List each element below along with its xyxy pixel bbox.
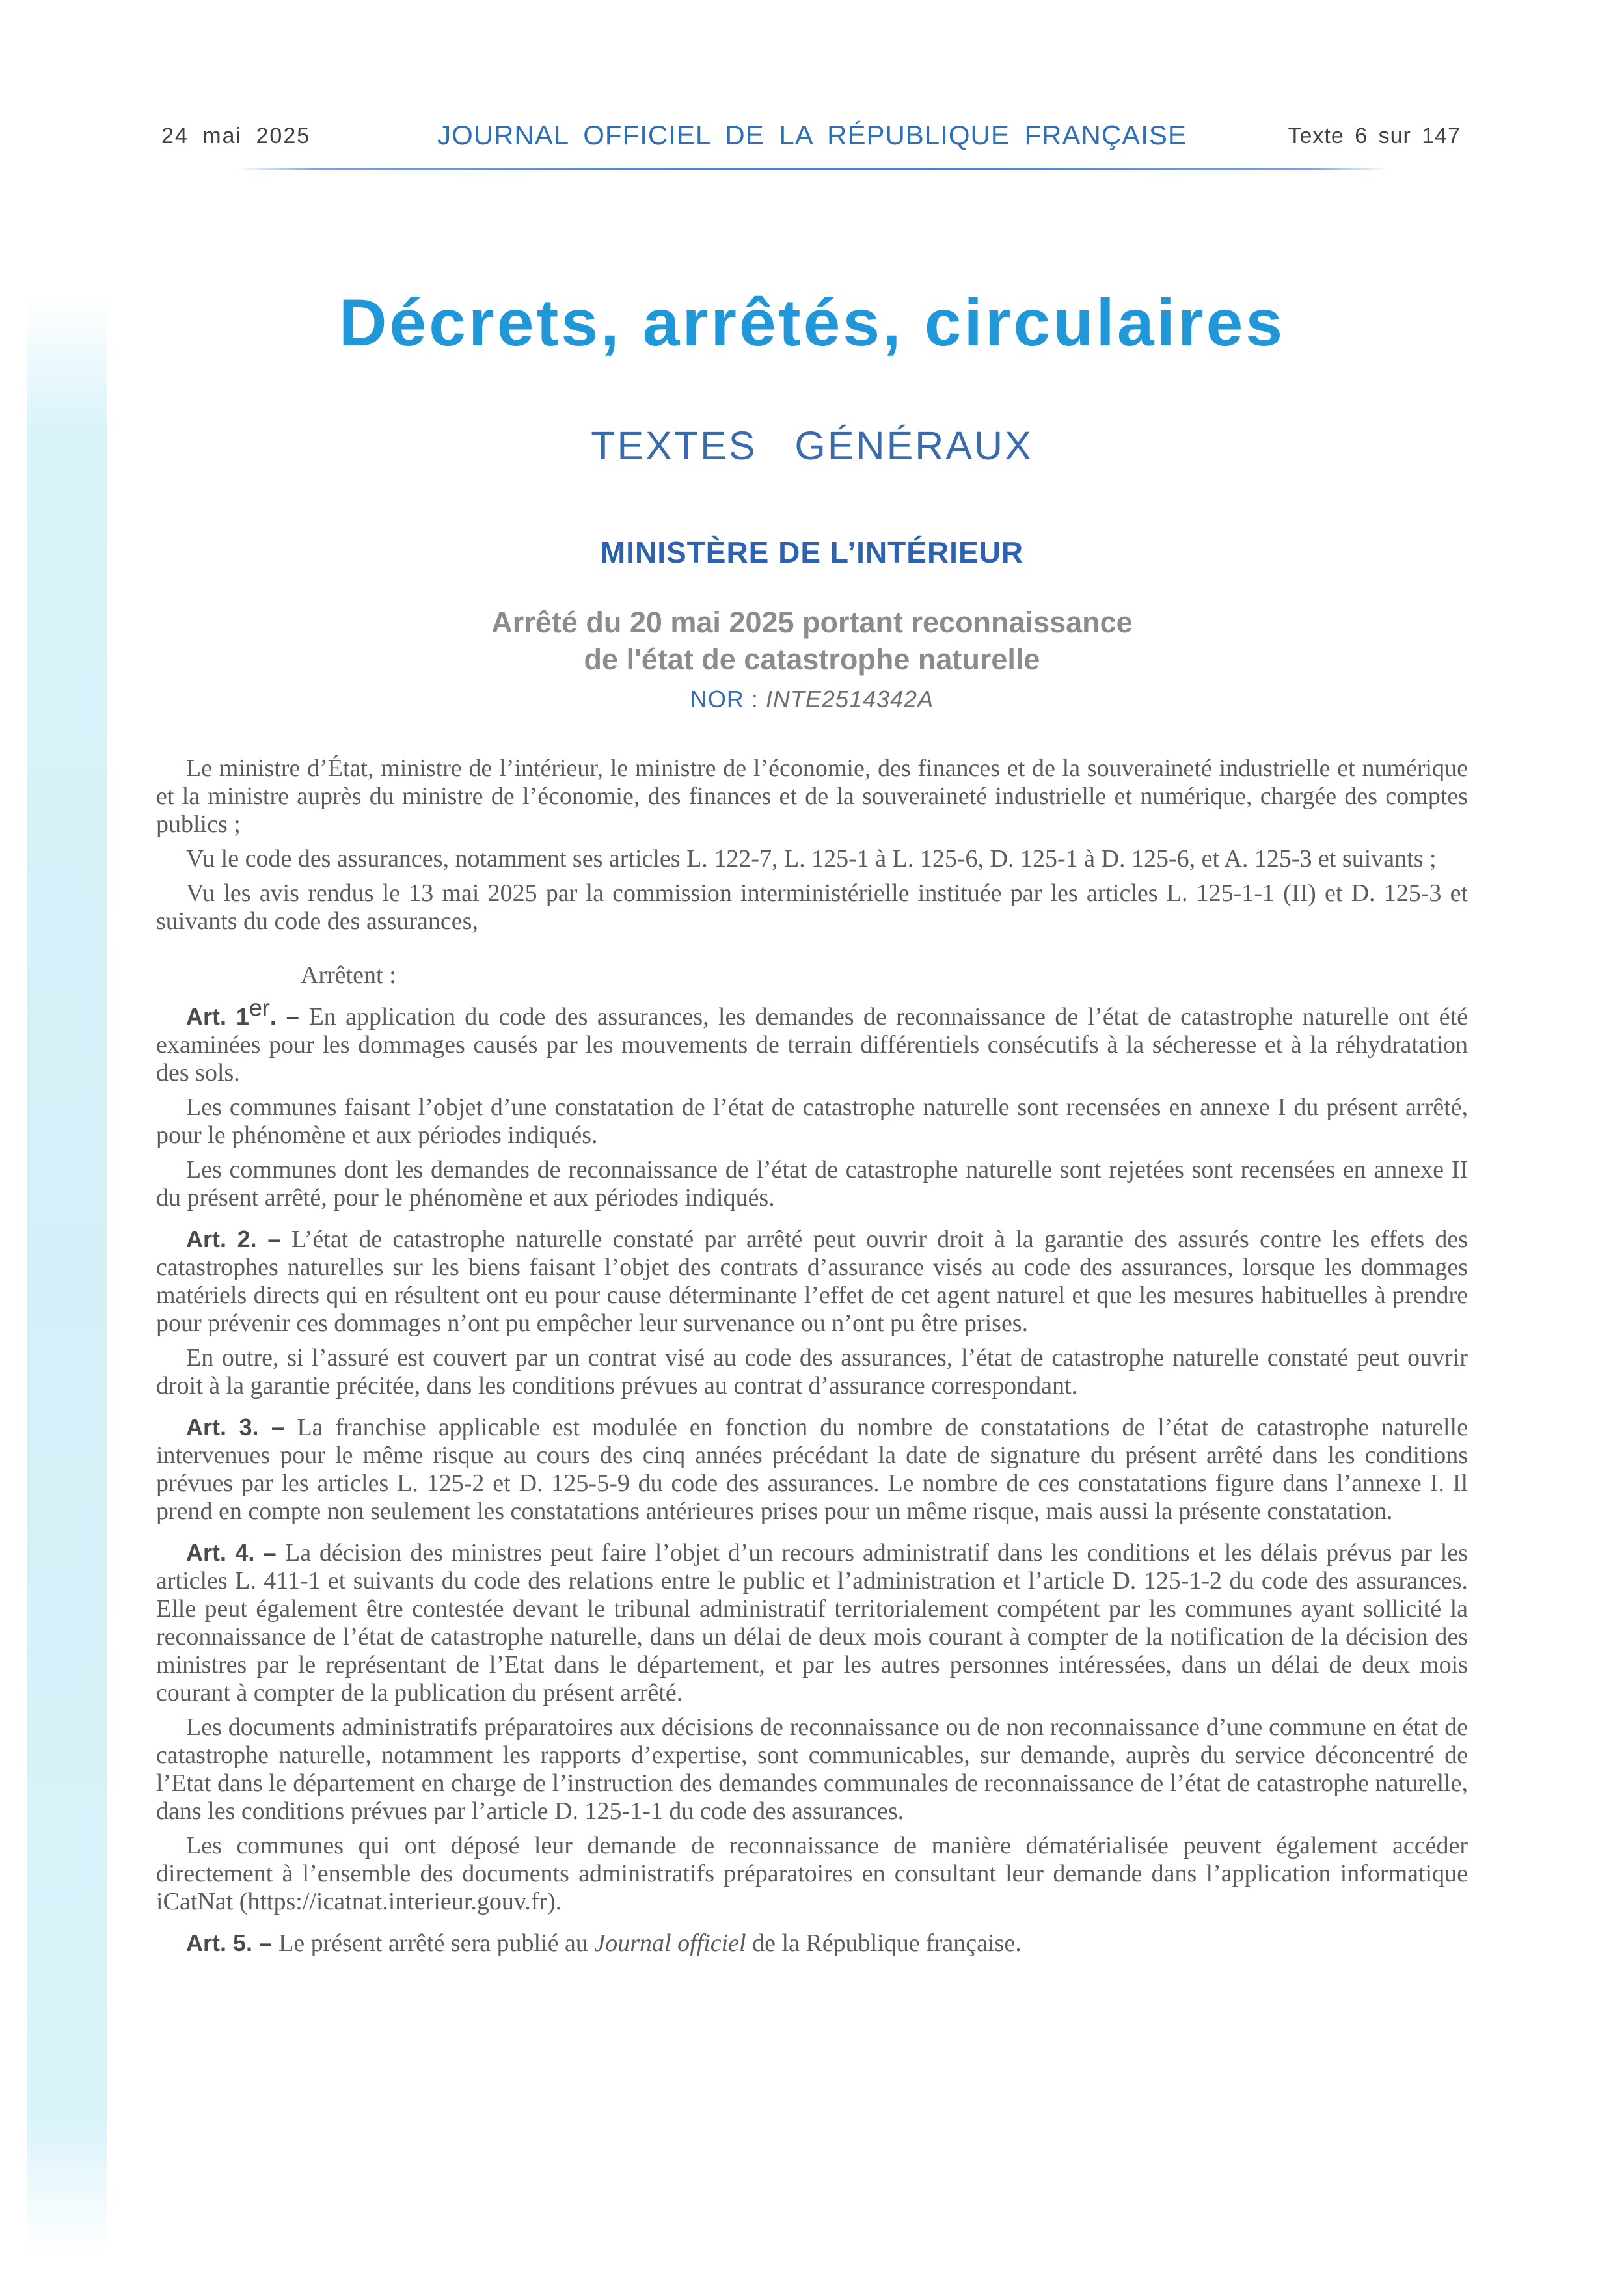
decree-title-line2: de l'état de catastrophe naturelle — [584, 643, 1040, 676]
nor-value: INTE2514342A — [765, 686, 934, 712]
text-run: En application du code des assurances, les demandes de reconnaissance de l’état de catastrophe naturelle ont été examinées pour les dommages causés par les mouvements de terrain différentiels consécutifs à la sécheresse et à la réhydratation des sols. — [156, 1003, 1468, 1086]
text-run: L’état de catastrophe naturelle constaté par arrêté peut ouvrir droit à la garantie des assurés contre les effets des catastrophes naturelles sur les biens faisant l’objet des contrats d’assurance visés au code des assurances, lorsque les dommages matériels directs qui en résultent ont eu pour cause déterminante l’effet de cet agent naturel et que les mesures habituelles à prendre pour prévenir ces dommages n’ont pu empêcher leur survenance ou n’ont pu être prises. — [156, 1226, 1468, 1337]
body-paragraph — [156, 1225, 1468, 1338]
text-run: Vu les avis rendus le 13 mai 2025 par la commission interministérielle instituée par les articles L. 125-1-1 (II) et D. 125-3 et suivants du code des assurances, — [156, 880, 1468, 935]
section-title: Décrets, arrêtés, circulaires — [338, 286, 1286, 360]
left-edge-scan-band — [27, 296, 107, 2254]
text-run: . – — [269, 1003, 309, 1030]
header-date: 24 mai 2025 — [161, 124, 311, 148]
text-run: Art. 2. – — [186, 1226, 292, 1252]
text-run: Les documents administratifs préparatoires aux décisions de reconnaissance ou de non reconnaissance d’une commune en état de catastrophe naturelle, notamment les rapports d’expertise, sont communicables, sur demande, auprès du service déconcentré de l’Etat dans le département en charge de l’instruction des demandes communales de reconnaissance de l’état de catastrophe naturelle, dans les conditions prévues par l’article D. 125-1-1 du code des assurances. — [156, 1714, 1468, 1825]
body-paragraph — [156, 1344, 1468, 1400]
text-run: Le ministre d’État, ministre de l’intérieur, le ministre de l’économie, des finances et de la souveraineté industrielle et numérique et la ministre auprès du ministre de l’économie, des finances et de la souveraineté industrielle et numérique, chargée des comptes publics ; — [156, 755, 1468, 838]
text-run: Art. 3. – — [186, 1414, 297, 1440]
text-run: Le présent arrêté sera publié au — [278, 1930, 595, 1957]
body-paragraph — [156, 1539, 1468, 1707]
body-paragraph — [156, 1832, 1468, 1916]
body-paragraph — [156, 845, 1468, 873]
body-paragraph — [156, 994, 1468, 1087]
text-run: Art. 5. – — [186, 1930, 279, 1956]
header-texte-number: Texte 6 sur 147 — [1288, 124, 1461, 148]
body-paragraph — [156, 1413, 1468, 1526]
body-paragraph — [156, 962, 1468, 990]
text-run: Art. 4. – — [186, 1539, 286, 1566]
decree-title — [0, 604, 1624, 678]
text-run: er — [249, 994, 270, 1021]
body-paragraph — [156, 1714, 1468, 1825]
text-run: de la République française. — [746, 1930, 1022, 1957]
subsection-title: TEXTES GÉNÉRAUX — [591, 424, 1033, 468]
body-paragraph — [156, 1094, 1468, 1150]
nor-label: NOR : — [690, 686, 766, 712]
text-run: Les communes faisant l’objet d’une constatation de l’état de catastrophe naturelle sont recensées en annexe I du présent arrêté, pour le phénomène et aux périodes indiqués. — [156, 1094, 1468, 1149]
decree-title-line1: Arrêté du 20 mai 2025 portant reconnaissance — [491, 606, 1133, 639]
document-body — [156, 755, 1468, 1958]
body-paragraph — [156, 755, 1468, 839]
text-run: La franchise applicable est modulée en fonction du nombre de constatations de l’état de catastrophe naturelle intervenues pour le même risque au cours des cinq années précédant la date de signature du présent arrêté dans les conditions prévues par les articles L. 125-2 et D. 125-5-9 du code des assurances. Le nombre de ces constatations figure dans l’annexe I. Il prend en compte non seulement les constatations antérieures prises pour un même risque, mais aussi la présente constatation. — [156, 1414, 1468, 1525]
header-divider-line — [237, 168, 1389, 170]
ministry-title: MINISTÈRE DE L’INTÉRIEUR — [600, 535, 1024, 569]
text-run: Vu le code des assurances, notamment ses articles L. 122-7, L. 125-1 à L. 125-6, D. 125-1 à D. 125-6, et A. 125-3 et suivants ; — [186, 845, 1437, 872]
body-paragraph — [156, 1929, 1468, 1958]
header-journal-title: JOURNAL OFFICIEL DE LA RÉPUBLIQUE FRANÇAISE — [437, 120, 1187, 150]
text-run: Art. 1 — [186, 1003, 249, 1030]
text-run: Les communes dont les demandes de reconnaissance de l’état de catastrophe naturelle sont rejetées sont recensées en annexe II du présent arrêté, pour le phénomène et aux périodes indiqués. — [156, 1156, 1468, 1211]
text-run: Journal officiel — [594, 1930, 746, 1957]
text-run: Les communes qui ont déposé leur demande de reconnaissance de manière dématérialisée peuvent également accéder directement à l’ensemble des documents administratifs préparatoires en consultant leur demande dans l’application informatique iCatNat (https://icatnat.interieur.gouv.fr). — [156, 1832, 1468, 1915]
nor-line — [0, 686, 1624, 713]
text-run: La décision des ministres peut faire l’objet d’un recours administratif dans les conditions et les délais prévus par les articles L. 411-1 et suivants du code des relations entre le public et l’administration et l’article D. 125-1-2 du code des assurances. Elle peut également être contestée devant le tribunal administratif territorialement compétent par les communes ayant sollicité la reconnaissance de l’état de catastrophe naturelle, dans un délai de deux mois courant à compter de la notification de la décision des ministres par le représentant de l’Etat dans le département, et par les autres personnes intéressées, dans un délai de deux mois courant à compter de la publication du présent arrêté. — [156, 1539, 1468, 1706]
body-paragraph — [156, 880, 1468, 936]
text-run: En outre, si l’assuré est couvert par un contrat visé au code des assurances, l’état de catastrophe naturelle constaté peut ouvrir droit à la garantie précitée, dans les conditions prévues au contrat d’assurance correspondant. — [156, 1344, 1468, 1399]
text-run: Arrêtent : — [301, 962, 396, 989]
body-paragraph — [156, 1156, 1468, 1212]
